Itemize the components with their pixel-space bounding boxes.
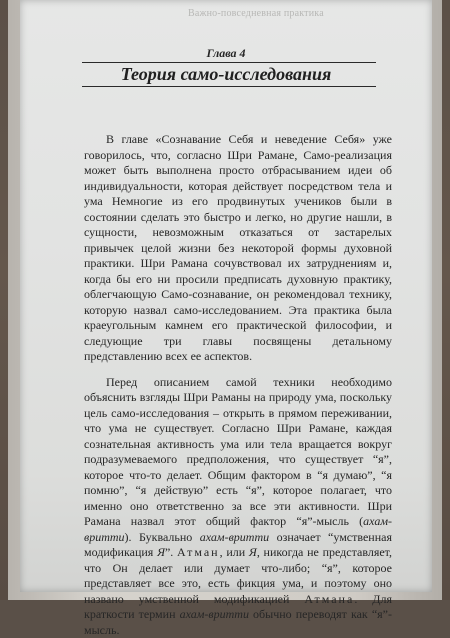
text-segment: означает “умственная модификация [84, 530, 392, 560]
text-segment: Атмана [304, 592, 354, 606]
title-rule-bottom [82, 86, 376, 87]
text-segment: обычно переводят как “я”-мысль. [84, 607, 392, 637]
text-segment: , или [220, 545, 249, 559]
paragraph [84, 375, 392, 638]
running-header: Важно-повседневная практика [188, 8, 406, 20]
text-segment: ахам-вритти [180, 607, 249, 621]
text-segment: ахам-вритти [84, 514, 392, 544]
text-segment: Атман [177, 545, 220, 559]
text-segment: Перед описанием самой техники необходимо объяснить взгляды Шри Раманы на природу ума, поскольку цель само-исследования – открыть в прямом переживании, что ума не существует. Согласно Шри Рамане, каждая сознательная активность ума или тела вращается вокруг подразумеваемого предположения, что существует “я”, которое что-то делает. Общим фактором в “я думаю”, “я помню”, “я действую” есть “я”, которое полагает, что именно оно ответственно за все эти активности. Шри Рамана назвал этот общий фактор “я”-мысль ( [84, 375, 392, 529]
text-segment: Я [157, 545, 165, 559]
text-segment: В главе «Сознавание Себя и неведение Себя» уже говорилось, что, согласно Шри Рамане, Само-реализация может быть выполнена просто отбрасыванием идеи об индивидуальности, которая действует посредством тела и ума Немногие из его продвинутых учеников были в состоянии сделать это быстро и легко, но другие нашли, в сущности, невозможным отказаться от застарелых привычек целой жизни без некоторой формы духовной практики. Шри Рамана сочувствовал их затруднениям и, когда бы его ни просили предписать духовную практику, облегчающую Само-сознавание, он рекомендовал технику, которую назвал само-исследованием. Эта практика была краеугольным камнем его практической философии, и следующие три главы посвящены детальному представлению всех ее аспектов. [84, 132, 392, 363]
chapter-number: Глава 4 [20, 46, 432, 61]
text-segment: ”. [165, 545, 177, 559]
text-segment: ). Буквально [125, 530, 200, 544]
title-rule-top [82, 62, 376, 63]
text-segment: Я [249, 545, 257, 559]
text-segment: ахам-вритти [200, 530, 269, 544]
body-text [84, 132, 392, 638]
text-segment: , никогда не представляет, что Он делает или думает что-либо; “я”, которое представляет все это, есть фикция ума, и поэтому оно названо умственной модификацией [84, 545, 392, 606]
text-segment: . Для краткости термин [84, 592, 392, 622]
chapter-title: Теория само-исследования [20, 64, 432, 84]
paragraph [84, 132, 392, 365]
book-page [20, 0, 432, 592]
